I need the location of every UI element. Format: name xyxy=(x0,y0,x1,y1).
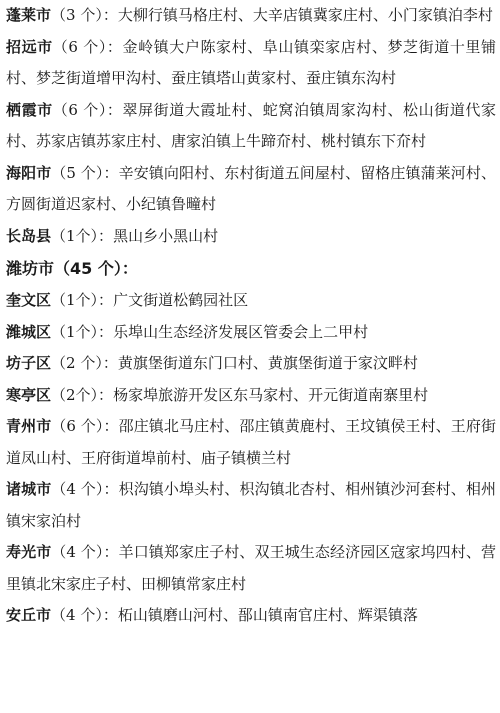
county-entry xyxy=(6,158,496,221)
county-name: 奎文区 xyxy=(6,291,52,309)
county-name: 寿光市 xyxy=(6,543,52,561)
county-list-yantai xyxy=(6,0,496,252)
village-list: 杨家埠旅游开发区东马家村、开元街道南寨里村 xyxy=(113,385,429,404)
city-heading-weifang: 潍坊市（45 个）： xyxy=(6,259,138,278)
village-count: （4 个）： xyxy=(51,543,119,561)
village-list: 翠屏街道大霞址村、蛇窝泊镇周家沟村、松山街道代家村、苏家店镇苏家庄村、唐家泊镇上牛蹄夼村、桃村镇东下夼村 xyxy=(6,100,496,150)
village-count: （6 个）： xyxy=(52,100,123,119)
county-list-weifang xyxy=(6,285,496,632)
county-entry xyxy=(6,285,496,317)
county-entry xyxy=(6,380,496,412)
county-name: 栖霞市 xyxy=(6,100,53,119)
village-list: 枳沟镇小埠头村、枳沟镇北杏村、相州镇沙河套村、相州镇宋家泊村 xyxy=(6,480,496,530)
village-count: （2个）： xyxy=(51,385,114,404)
county-name: 安丘市 xyxy=(6,606,52,624)
village-count: （1个）： xyxy=(51,291,114,309)
county-entry xyxy=(6,600,496,632)
county-entry xyxy=(6,0,496,32)
village-list: 黑山乡小黑山村 xyxy=(113,226,219,245)
county-name: 蓬莱市 xyxy=(6,6,52,24)
village-count: （3 个）： xyxy=(51,6,118,24)
village-list: 羊口镇郑家庄子村、双王城生态经济园区寇家坞四村、营里镇北宋家庄子村、田柳镇常家庄村 xyxy=(6,543,496,593)
county-entry xyxy=(6,32,496,95)
village-count: （4 个）： xyxy=(51,606,118,624)
village-count: （4 个）： xyxy=(51,480,119,498)
village-count: （6 个）： xyxy=(51,417,119,435)
village-list: 柘山镇磨山河村、郚山镇南官庄村、辉渠镇落 xyxy=(117,606,418,624)
village-list: 大柳行镇马格庄村、大辛店镇冀家庄村、小门家镇泊李村 xyxy=(117,6,493,24)
village-list: 黄旗堡街道东门口村、黄旗堡街道于家汶畔村 xyxy=(117,354,418,372)
village-count: （6 个）： xyxy=(52,37,123,56)
village-list: 辛安镇向阳村、东村街道五间屋村、留格庄镇蒲莱河村、方圆街道迟家村、小纪镇鲁疃村 xyxy=(6,163,496,213)
county-entry xyxy=(6,474,496,537)
county-name: 坊子区 xyxy=(6,354,52,372)
county-name: 海阳市 xyxy=(6,163,52,182)
county-name: 招远市 xyxy=(6,37,53,56)
village-count: （1个）： xyxy=(51,322,114,341)
village-count: （2 个）： xyxy=(51,354,118,372)
county-name: 寒亭区 xyxy=(6,385,52,404)
village-list: 广文街道松鹤园社区 xyxy=(113,291,249,309)
county-entry xyxy=(6,537,496,600)
county-name: 长岛县 xyxy=(6,226,52,245)
county-name: 诸城市 xyxy=(6,480,52,498)
county-entry xyxy=(6,411,496,474)
village-list: 金岭镇大户陈家村、阜山镇栾家店村、梦芝街道十里铺村、梦芝街道增甲沟村、蚕庄镇塔山黄家村、蚕庄镇东沟村 xyxy=(6,37,496,87)
village-list: 乐埠山生态经济发展区管委会上二甲村 xyxy=(113,322,369,341)
county-entry xyxy=(6,221,496,253)
county-entry xyxy=(6,95,496,158)
county-name: 青州市 xyxy=(6,417,52,435)
county-entry xyxy=(6,348,496,380)
village-count: （5 个）： xyxy=(51,163,119,182)
county-entry xyxy=(6,317,496,349)
village-list: 邵庄镇北马庄村、邵庄镇黄鹿村、王坟镇侯王村、王府街道凤山村、王府街道埠前村、庙子镇横兰村 xyxy=(6,417,496,467)
village-count: （1个）： xyxy=(51,226,114,245)
county-name: 潍城区 xyxy=(6,322,52,341)
